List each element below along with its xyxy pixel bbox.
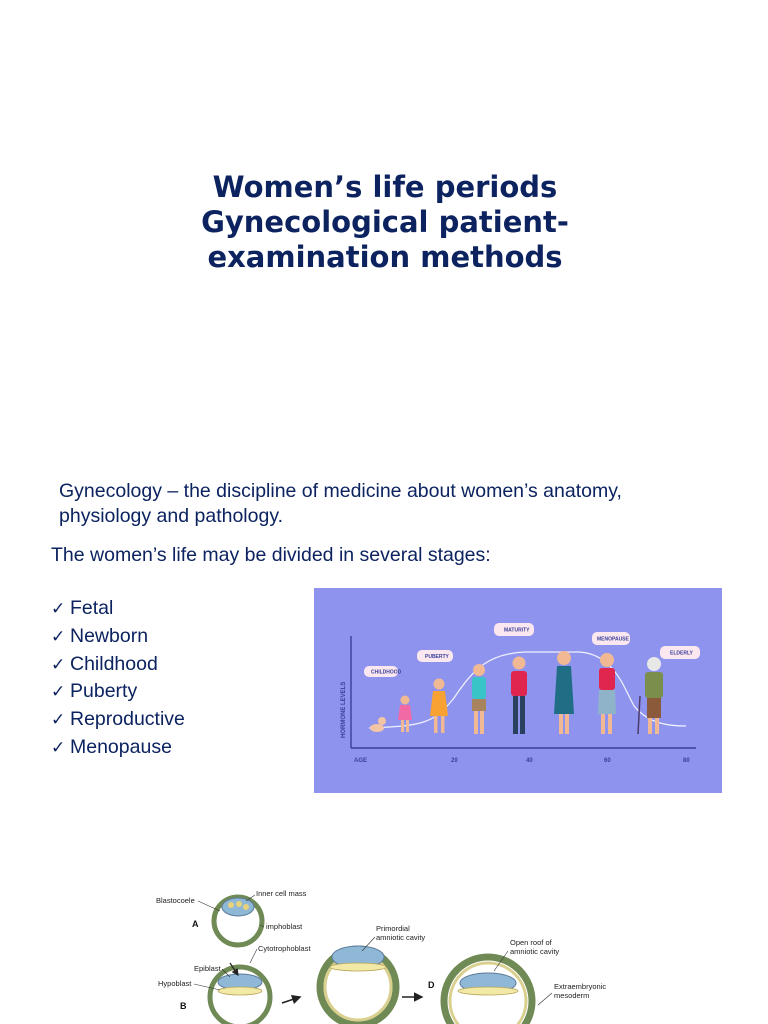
tick-label: 40 xyxy=(526,758,533,764)
svg-text:PUBERTY: PUBERTY xyxy=(425,654,449,660)
check-icon: ✓ xyxy=(51,626,66,646)
svg-text:Cytotrophoblast: Cytotrophoblast xyxy=(258,944,311,953)
y-axis-label: HORMONE LEVELS xyxy=(341,681,347,738)
life-stages-svg xyxy=(314,588,722,793)
svg-text:imphoblast: imphoblast xyxy=(266,922,303,931)
check-icon: ✓ xyxy=(51,682,66,702)
figure-young-woman xyxy=(511,657,527,735)
svg-text:mesoderm: mesoderm xyxy=(554,991,590,1000)
svg-text:amniotic cavity: amniotic cavity xyxy=(510,947,560,956)
stage-label: Menopause xyxy=(70,735,172,758)
embryo-svg xyxy=(150,885,620,1024)
panel-letter: B xyxy=(180,1001,187,1011)
check-icon: ✓ xyxy=(51,654,66,674)
tick-label: 80 xyxy=(683,758,690,764)
phase-tag xyxy=(364,666,402,677)
stage-label: Childhood xyxy=(70,652,158,675)
svg-text:Epiblast: Epiblast xyxy=(194,964,221,973)
tick-label: 60 xyxy=(604,758,611,764)
panel-a xyxy=(156,889,307,945)
figure-adult-woman xyxy=(554,651,574,734)
panel-letter: D xyxy=(428,980,435,990)
panel-b xyxy=(158,944,311,1024)
phase-tag xyxy=(660,646,700,659)
list-item xyxy=(51,678,185,706)
stage-label: Reproductive xyxy=(70,708,185,731)
list-item xyxy=(51,595,185,623)
title-line-3: examination methods xyxy=(207,240,563,274)
figure-baby xyxy=(370,717,386,732)
svg-text:CHILDHOOD: CHILDHOOD xyxy=(371,669,402,676)
stage-label: Fetal xyxy=(70,597,114,619)
figure-teen xyxy=(472,664,486,734)
embryo-development-figure xyxy=(150,885,620,1024)
phase-tag xyxy=(592,632,630,645)
intro-paragraph: Gynecology – the discipline of medicine about women’s anatomy, physiology and pathology. xyxy=(59,480,622,527)
svg-text:Primordial: Primordial xyxy=(376,924,410,933)
check-icon: ✓ xyxy=(51,737,66,757)
stages-intro: The women’s life may be divided in several stages: xyxy=(51,544,491,566)
title-line-2: Gynecological patient- xyxy=(201,205,569,239)
figure-menopause-woman xyxy=(598,653,616,734)
figure-girl xyxy=(430,679,448,734)
svg-text:Open roof of: Open roof of xyxy=(510,938,552,947)
x-axis-label: AGE xyxy=(354,758,368,764)
list-item xyxy=(51,734,185,762)
check-icon: ✓ xyxy=(51,599,66,618)
svg-text:ELDERLY: ELDERLY xyxy=(670,650,693,657)
stage-list xyxy=(51,595,185,762)
title-line-1: Women’s life periods xyxy=(212,170,558,204)
phase-tag xyxy=(417,650,453,662)
list-item xyxy=(51,623,185,651)
stage-label: Puberty xyxy=(70,680,138,703)
panel-d xyxy=(428,938,606,1024)
panel-letter: A xyxy=(192,919,199,929)
panel-c xyxy=(320,924,425,1024)
page-title xyxy=(150,170,620,275)
svg-text:Hypoblast: Hypoblast xyxy=(158,979,192,988)
life-stages-illustration xyxy=(314,588,722,793)
list-item xyxy=(51,651,185,679)
svg-text:Inner cell mass: Inner cell mass xyxy=(256,889,307,898)
svg-text:Blastocoele: Blastocoele xyxy=(156,896,195,905)
check-icon: ✓ xyxy=(51,710,66,730)
svg-text:MENOPAUSE: MENOPAUSE xyxy=(597,636,629,643)
stage-label: Newborn xyxy=(70,624,149,647)
svg-text:MATURITY: MATURITY xyxy=(504,627,530,634)
phase-tag xyxy=(494,623,534,636)
svg-text:amniotic cavity: amniotic cavity xyxy=(376,933,426,942)
tick-label: 20 xyxy=(451,758,458,764)
svg-text:Extraembryonic: Extraembryonic xyxy=(554,982,607,991)
list-item xyxy=(51,706,185,734)
